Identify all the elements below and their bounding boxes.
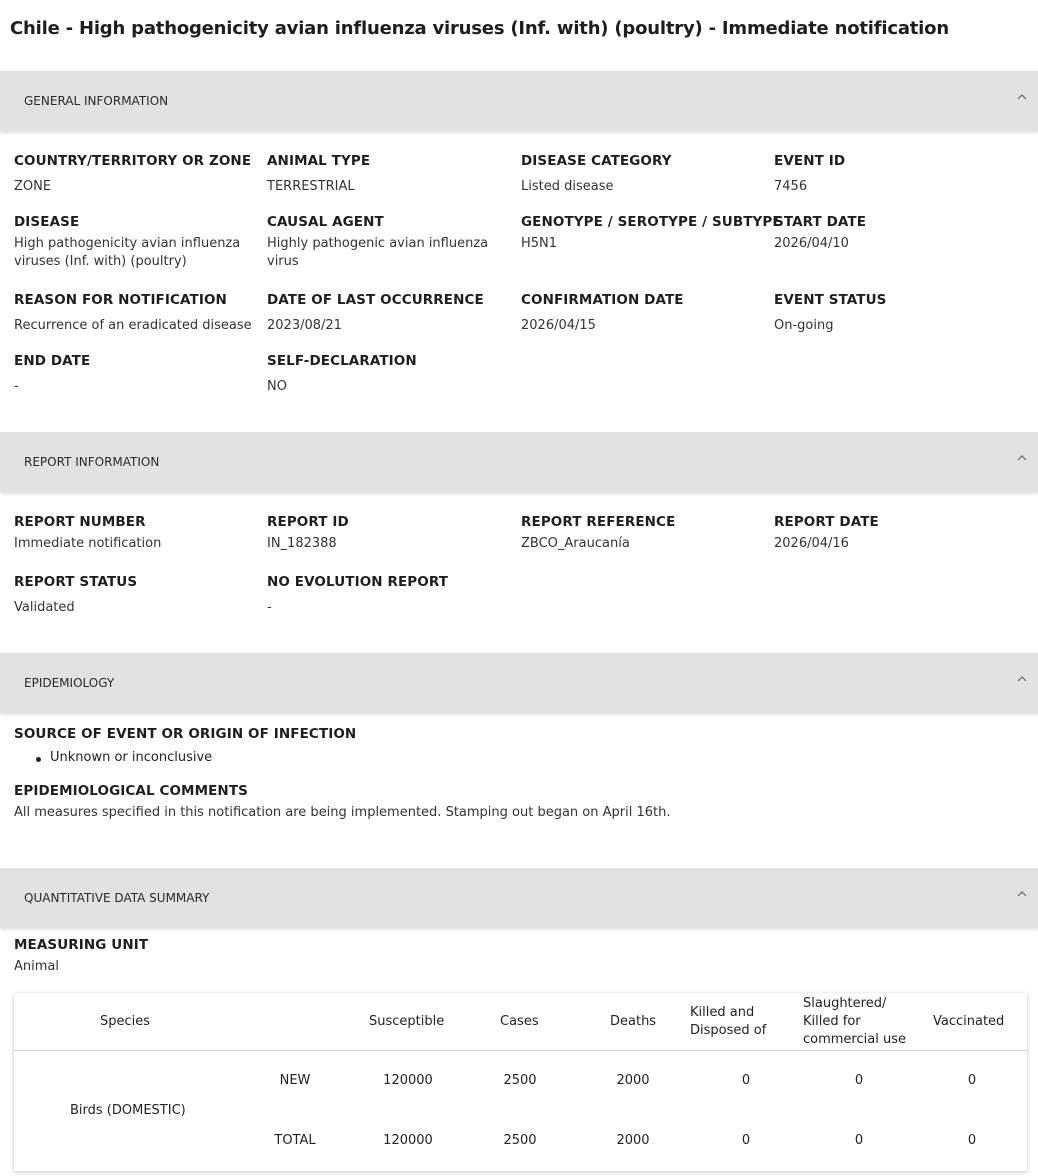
start-date-field	[774, 214, 1024, 253]
field-label: ANIMAL TYPE	[267, 153, 371, 169]
section-title: EPIDEMIOLOGY	[24, 676, 115, 690]
total-vaccinated: 0	[967, 1133, 977, 1148]
event-status-field	[774, 292, 1024, 335]
field-value: H5N1	[521, 236, 558, 251]
source-list	[50, 750, 212, 765]
section-title: GENERAL INFORMATION	[24, 94, 169, 108]
field-label: DATE OF LAST OCCURRENCE	[267, 292, 484, 308]
new-killed: 0	[741, 1073, 751, 1088]
field-value: All measures specified in this notification are being implemented. Stamping out began on April 16th.	[14, 805, 671, 820]
field-value: Immediate notification	[14, 536, 162, 551]
header-cases: Cases	[500, 1014, 539, 1029]
field-value: -	[14, 379, 19, 394]
field-value: 2026/04/15	[521, 318, 596, 333]
new-deaths: 2000	[616, 1073, 650, 1088]
quantitative-summary-header[interactable]	[0, 868, 1038, 928]
chevron-up-icon[interactable]	[1016, 452, 1028, 464]
event-id-field	[774, 153, 1024, 196]
new-vaccinated: 0	[967, 1073, 977, 1088]
report-information-header[interactable]	[0, 432, 1038, 492]
header-slaughtered	[803, 995, 906, 1049]
field-label: GENOTYPE / SEROTYPE / SUBTYPE	[521, 214, 782, 230]
field-label: CAUSAL AGENT	[267, 214, 384, 230]
field-label: END DATE	[14, 353, 91, 369]
header-slaughtered-line: Slaughtered/	[803, 996, 887, 1011]
header-slaughtered-line: Killed for	[803, 1014, 861, 1029]
field-label: REPORT STATUS	[14, 574, 138, 590]
field-label: REPORT REFERENCE	[521, 514, 676, 530]
new-slaughtered: 0	[854, 1073, 864, 1088]
field-value: 2026/04/16	[774, 536, 849, 551]
total-slaughtered: 0	[854, 1133, 864, 1148]
field-value: ZONE	[14, 179, 52, 194]
field-value: 2023/08/21	[267, 318, 342, 333]
field-label: REPORT NUMBER	[14, 514, 146, 530]
animal-type-field	[267, 153, 517, 196]
list-item: Unknown or inconclusive	[50, 750, 213, 765]
bullet-icon	[36, 757, 41, 762]
confirmation-date-field	[521, 292, 771, 335]
total-killed: 0	[741, 1133, 751, 1148]
field-label: CONFIRMATION DATE	[521, 292, 684, 308]
field-value: 2026/04/10	[774, 236, 849, 251]
field-label: REPORT ID	[267, 514, 349, 530]
section-title: QUANTITATIVE DATA SUMMARY	[24, 891, 210, 905]
header-slaughtered-line: commercial use	[803, 1032, 906, 1047]
field-label: DISEASE	[14, 214, 80, 230]
disease-field	[14, 214, 264, 271]
field-value: 7456	[774, 179, 808, 194]
chevron-up-icon[interactable]	[1016, 673, 1028, 685]
field-value: NO	[267, 379, 287, 394]
field-label: EVENT ID	[774, 153, 846, 169]
field-label: REPORT DATE	[774, 514, 879, 530]
field-label: MEASURING UNIT	[14, 937, 149, 953]
header-deaths: Deaths	[610, 1014, 657, 1029]
field-value: High pathogenicity avian influenza viruses (Inf. with) (poultry)	[14, 236, 241, 269]
field-value: IN_182388	[267, 536, 337, 551]
source-label	[14, 726, 614, 742]
disease-category-field	[521, 153, 771, 196]
row-type-new: NEW	[279, 1073, 311, 1088]
header-species: Species	[100, 1014, 151, 1029]
last-occurrence-field	[267, 292, 517, 335]
field-label: REASON FOR NOTIFICATION	[14, 292, 227, 308]
field-label: EVENT STATUS	[774, 292, 887, 308]
field-label: NO EVOLUTION REPORT	[267, 574, 449, 590]
header-susceptible: Susceptible	[369, 1014, 445, 1029]
genotype-field	[521, 214, 782, 253]
report-reference-field	[521, 514, 771, 553]
species-cell: Birds (DOMESTIC)	[70, 1103, 186, 1118]
field-value: Validated	[14, 600, 75, 615]
new-susceptible: 120000	[383, 1073, 433, 1088]
country-field	[14, 153, 264, 196]
field-value: Highly pathogenic avian influenza virus	[267, 236, 489, 269]
field-value: TERRESTRIAL	[267, 179, 355, 194]
header-killed-line: Disposed of	[690, 1023, 767, 1038]
header-killed	[690, 1004, 766, 1040]
causal-agent-field	[267, 214, 517, 271]
field-label: COUNTRY/TERRITORY OR ZONE	[14, 153, 252, 169]
field-value: ZBCO_Araucanía	[521, 536, 630, 551]
field-value: On-going	[774, 318, 834, 333]
field-label: DISEASE CATEGORY	[521, 153, 672, 169]
reason-field	[14, 292, 264, 335]
no-evolution-field	[267, 574, 517, 617]
field-value: Animal	[14, 959, 59, 974]
field-label: START DATE	[774, 214, 867, 230]
field-label: SELF-DECLARATION	[267, 353, 417, 369]
field-label: SOURCE OF EVENT OR ORIGIN OF INFECTION	[14, 726, 357, 742]
comments-field	[14, 783, 914, 822]
self-declaration-field	[267, 353, 517, 396]
new-cases: 2500	[503, 1073, 537, 1088]
total-cases: 2500	[503, 1133, 537, 1148]
report-number-field	[14, 514, 264, 553]
total-susceptible: 120000	[383, 1133, 433, 1148]
field-value: Listed disease	[521, 179, 614, 194]
field-label: EPIDEMIOLOGICAL COMMENTS	[14, 783, 248, 799]
report-status-field	[14, 574, 264, 617]
general-information-header[interactable]	[0, 71, 1038, 131]
header-divider	[14, 1050, 1027, 1051]
report-id-field	[267, 514, 517, 553]
total-deaths: 2000	[616, 1133, 650, 1148]
page-title: Chile - High pathogenicity avian influenza viruses (Inf. with) (poultry) - Immediate notification	[10, 18, 949, 39]
measuring-unit-field	[14, 937, 264, 976]
end-date-field	[14, 353, 264, 396]
chevron-up-icon[interactable]	[1016, 91, 1028, 103]
header-killed-line: Killed and	[690, 1005, 755, 1020]
epidemiology-header[interactable]	[0, 653, 1038, 713]
field-value: -	[267, 600, 272, 615]
quantitative-table	[14, 993, 1027, 1171]
chevron-up-icon[interactable]	[1016, 888, 1028, 900]
report-date-field	[774, 514, 1024, 553]
header-vaccinated: Vaccinated	[933, 1014, 1005, 1029]
field-value: Recurrence of an eradicated disease	[14, 318, 252, 333]
section-title: REPORT INFORMATION	[24, 455, 160, 469]
row-type-total: TOTAL	[274, 1133, 316, 1148]
